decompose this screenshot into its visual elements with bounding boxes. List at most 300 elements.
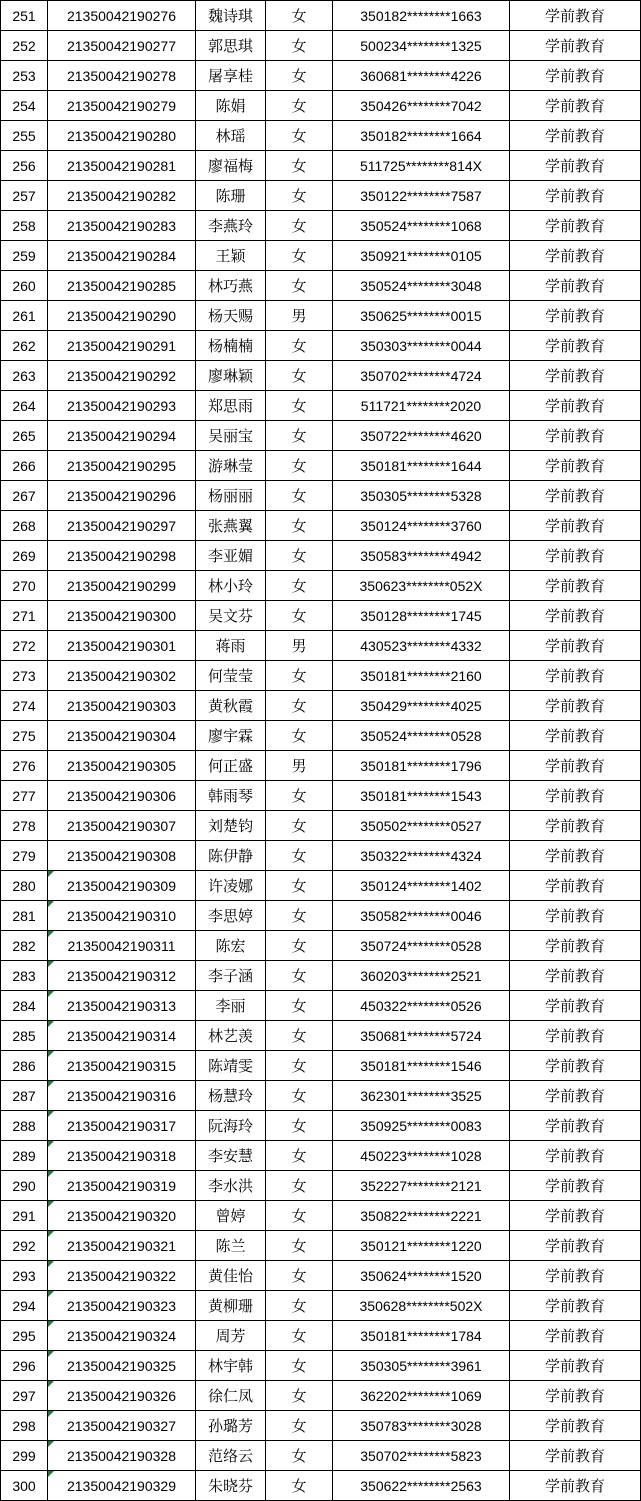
row-number-cell: 298	[1, 1411, 48, 1441]
gender-cell: 女	[266, 541, 333, 571]
major-cell: 学前教育	[510, 1231, 641, 1261]
major-cell: 学前教育	[510, 1381, 641, 1411]
student-name-cell: 李安慧	[196, 1141, 266, 1171]
id-card-cell: 350783********3028	[333, 1411, 510, 1441]
student-name-cell: 陈宏	[196, 931, 266, 961]
table-row	[1, 451, 641, 481]
gender-cell: 女	[266, 1081, 333, 1111]
student-table-body	[1, 1, 641, 1501]
student-id-cell: 21350042190329	[48, 1471, 196, 1501]
gender-cell: 女	[266, 571, 333, 601]
id-card-cell: 430523********4332	[333, 631, 510, 661]
row-number-cell: 297	[1, 1381, 48, 1411]
major-cell: 学前教育	[510, 571, 641, 601]
student-id-cell: 21350042190317	[48, 1111, 196, 1141]
gender-cell: 女	[266, 1171, 333, 1201]
table-row	[1, 1291, 641, 1321]
student-id-cell: 21350042190323	[48, 1291, 196, 1321]
major-cell: 学前教育	[510, 1261, 641, 1291]
student-name-cell: 廖宇霖	[196, 721, 266, 751]
student-id-cell: 21350042190319	[48, 1171, 196, 1201]
row-number-cell: 277	[1, 781, 48, 811]
gender-cell: 女	[266, 31, 333, 61]
row-number-cell: 292	[1, 1231, 48, 1261]
student-id-cell: 21350042190291	[48, 331, 196, 361]
major-cell: 学前教育	[510, 541, 641, 571]
table-row	[1, 1411, 641, 1441]
student-name-cell: 李亚媚	[196, 541, 266, 571]
id-card-cell: 350303********0044	[333, 331, 510, 361]
table-row	[1, 751, 641, 781]
major-cell: 学前教育	[510, 781, 641, 811]
student-name-cell: 黄秋霞	[196, 691, 266, 721]
id-card-cell: 350122********7587	[333, 181, 510, 211]
id-card-cell: 350722********4620	[333, 421, 510, 451]
student-name-cell: 何正盛	[196, 751, 266, 781]
major-cell: 学前教育	[510, 211, 641, 241]
id-card-cell: 350583********4942	[333, 541, 510, 571]
gender-cell: 女	[266, 451, 333, 481]
student-name-cell: 李水洪	[196, 1171, 266, 1201]
major-cell: 学前教育	[510, 391, 641, 421]
table-row	[1, 1381, 641, 1411]
id-card-cell: 350524********1068	[333, 211, 510, 241]
major-cell: 学前教育	[510, 61, 641, 91]
id-card-cell: 350181********1784	[333, 1321, 510, 1351]
student-name-cell: 林宇韩	[196, 1351, 266, 1381]
student-id-cell: 21350042190279	[48, 91, 196, 121]
student-id-cell: 21350042190318	[48, 1141, 196, 1171]
id-card-cell: 350925********0083	[333, 1111, 510, 1141]
major-cell: 学前教育	[510, 841, 641, 871]
student-name-cell: 王颖	[196, 241, 266, 271]
row-number-cell: 269	[1, 541, 48, 571]
student-name-cell: 徐仁凤	[196, 1381, 266, 1411]
student-name-cell: 杨丽丽	[196, 481, 266, 511]
major-cell: 学前教育	[510, 601, 641, 631]
gender-cell: 女	[266, 1471, 333, 1501]
student-name-cell: 朱晓芬	[196, 1471, 266, 1501]
major-cell: 学前教育	[510, 181, 641, 211]
table-row	[1, 901, 641, 931]
student-id-cell: 21350042190276	[48, 1, 196, 31]
student-name-cell: 杨慧玲	[196, 1081, 266, 1111]
student-id-cell: 21350042190312	[48, 961, 196, 991]
gender-cell: 女	[266, 1, 333, 31]
table-row	[1, 1111, 641, 1141]
student-id-cell: 21350042190324	[48, 1321, 196, 1351]
table-row	[1, 421, 641, 451]
row-number-cell: 275	[1, 721, 48, 751]
student-name-cell: 魏诗琪	[196, 1, 266, 31]
id-card-cell: 450223********1028	[333, 1141, 510, 1171]
gender-cell: 女	[266, 211, 333, 241]
id-card-cell: 350582********0046	[333, 901, 510, 931]
id-card-cell: 450322********0526	[333, 991, 510, 1021]
gender-cell: 女	[266, 481, 333, 511]
id-card-cell: 350181********2160	[333, 661, 510, 691]
id-card-cell: 350128********1745	[333, 601, 510, 631]
student-name-cell: 李子涵	[196, 961, 266, 991]
row-number-cell: 286	[1, 1051, 48, 1081]
student-name-cell: 曾婷	[196, 1201, 266, 1231]
student-name-cell: 许凌娜	[196, 871, 266, 901]
gender-cell: 男	[266, 301, 333, 331]
id-card-cell: 350121********1220	[333, 1231, 510, 1261]
major-cell: 学前教育	[510, 721, 641, 751]
row-number-cell: 273	[1, 661, 48, 691]
student-id-cell: 21350042190302	[48, 661, 196, 691]
id-card-cell: 350702********5823	[333, 1441, 510, 1471]
row-number-cell: 261	[1, 301, 48, 331]
major-cell: 学前教育	[510, 691, 641, 721]
row-number-cell: 256	[1, 151, 48, 181]
table-row	[1, 301, 641, 331]
student-id-cell: 21350042190296	[48, 481, 196, 511]
major-cell: 学前教育	[510, 1201, 641, 1231]
student-id-cell: 21350042190282	[48, 181, 196, 211]
row-number-cell: 280	[1, 871, 48, 901]
student-id-cell: 21350042190325	[48, 1351, 196, 1381]
student-name-cell: 廖福梅	[196, 151, 266, 181]
student-id-cell: 21350042190310	[48, 901, 196, 931]
major-cell: 学前教育	[510, 1051, 641, 1081]
table-row	[1, 331, 641, 361]
student-name-cell: 李丽	[196, 991, 266, 1021]
student-id-cell: 21350042190308	[48, 841, 196, 871]
row-number-cell: 274	[1, 691, 48, 721]
table-row	[1, 631, 641, 661]
student-id-cell: 21350042190277	[48, 31, 196, 61]
gender-cell: 女	[266, 901, 333, 931]
table-row	[1, 271, 641, 301]
student-name-cell: 范络云	[196, 1441, 266, 1471]
table-row	[1, 1441, 641, 1471]
major-cell: 学前教育	[510, 91, 641, 121]
table-row	[1, 181, 641, 211]
table-row	[1, 1351, 641, 1381]
major-cell: 学前教育	[510, 1441, 641, 1471]
student-name-cell: 黄佳怡	[196, 1261, 266, 1291]
gender-cell: 女	[266, 1321, 333, 1351]
id-card-cell: 350921********0105	[333, 241, 510, 271]
student-name-cell: 廖琳颖	[196, 361, 266, 391]
student-name-cell: 蒋雨	[196, 631, 266, 661]
row-number-cell: 267	[1, 481, 48, 511]
major-cell: 学前教育	[510, 331, 641, 361]
student-id-cell: 21350042190284	[48, 241, 196, 271]
table-row	[1, 811, 641, 841]
gender-cell: 女	[266, 991, 333, 1021]
id-card-cell: 350426********7042	[333, 91, 510, 121]
table-row	[1, 661, 641, 691]
student-id-cell: 21350042190322	[48, 1261, 196, 1291]
id-card-cell: 360203********2521	[333, 961, 510, 991]
student-name-cell: 屠享桂	[196, 61, 266, 91]
gender-cell: 男	[266, 751, 333, 781]
row-number-cell: 290	[1, 1171, 48, 1201]
student-id-cell: 21350042190290	[48, 301, 196, 331]
table-row	[1, 1141, 641, 1171]
id-card-cell: 350524********0528	[333, 721, 510, 751]
id-card-cell: 352227********2121	[333, 1171, 510, 1201]
table-row	[1, 721, 641, 751]
table-row	[1, 361, 641, 391]
student-name-cell: 张燕翼	[196, 511, 266, 541]
row-number-cell: 272	[1, 631, 48, 661]
id-card-cell: 362301********3525	[333, 1081, 510, 1111]
table-row	[1, 781, 641, 811]
gender-cell: 女	[266, 361, 333, 391]
major-cell: 学前教育	[510, 631, 641, 661]
student-id-cell: 21350042190326	[48, 1381, 196, 1411]
table-row	[1, 1081, 641, 1111]
id-card-cell: 350623********052X	[333, 571, 510, 601]
gender-cell: 女	[266, 811, 333, 841]
table-row	[1, 31, 641, 61]
table-row	[1, 871, 641, 901]
major-cell: 学前教育	[510, 1471, 641, 1501]
row-number-cell: 251	[1, 1, 48, 31]
table-row	[1, 151, 641, 181]
gender-cell: 女	[266, 841, 333, 871]
major-cell: 学前教育	[510, 421, 641, 451]
id-card-cell: 350181********1644	[333, 451, 510, 481]
gender-cell: 女	[266, 1411, 333, 1441]
student-id-cell: 21350042190278	[48, 61, 196, 91]
row-number-cell: 294	[1, 1291, 48, 1321]
student-id-cell: 21350042190309	[48, 871, 196, 901]
row-number-cell: 291	[1, 1201, 48, 1231]
student-name-cell: 陈靖雯	[196, 1051, 266, 1081]
student-id-cell: 21350042190301	[48, 631, 196, 661]
table-row	[1, 1021, 641, 1051]
row-number-cell: 289	[1, 1141, 48, 1171]
gender-cell: 女	[266, 1021, 333, 1051]
row-number-cell: 284	[1, 991, 48, 1021]
id-card-cell: 362202********1069	[333, 1381, 510, 1411]
major-cell: 学前教育	[510, 511, 641, 541]
gender-cell: 女	[266, 91, 333, 121]
row-number-cell: 258	[1, 211, 48, 241]
id-card-cell: 350124********3760	[333, 511, 510, 541]
gender-cell: 女	[266, 1051, 333, 1081]
gender-cell: 女	[266, 1441, 333, 1471]
gender-cell: 女	[266, 1381, 333, 1411]
id-card-cell: 360681********4226	[333, 61, 510, 91]
row-number-cell: 282	[1, 931, 48, 961]
student-name-cell: 杨楠楠	[196, 331, 266, 361]
student-id-cell: 21350042190281	[48, 151, 196, 181]
row-number-cell: 259	[1, 241, 48, 271]
student-name-cell: 林瑶	[196, 121, 266, 151]
table-row	[1, 241, 641, 271]
id-card-cell: 350702********4724	[333, 361, 510, 391]
gender-cell: 女	[266, 871, 333, 901]
row-number-cell: 293	[1, 1261, 48, 1291]
major-cell: 学前教育	[510, 871, 641, 901]
row-number-cell: 283	[1, 961, 48, 991]
id-card-cell: 350322********4324	[333, 841, 510, 871]
student-id-cell: 21350042190298	[48, 541, 196, 571]
id-card-cell: 350181********1796	[333, 751, 510, 781]
major-cell: 学前教育	[510, 451, 641, 481]
major-cell: 学前教育	[510, 961, 641, 991]
id-card-cell: 350681********5724	[333, 1021, 510, 1051]
row-number-cell: 270	[1, 571, 48, 601]
id-card-cell: 511721********2020	[333, 391, 510, 421]
student-id-cell: 21350042190307	[48, 811, 196, 841]
student-name-cell: 孙璐芳	[196, 1411, 266, 1441]
gender-cell: 女	[266, 121, 333, 151]
table-row	[1, 511, 641, 541]
gender-cell: 女	[266, 661, 333, 691]
table-row	[1, 1201, 641, 1231]
student-name-cell: 何莹莹	[196, 661, 266, 691]
gender-cell: 女	[266, 1231, 333, 1261]
row-number-cell: 276	[1, 751, 48, 781]
gender-cell: 女	[266, 781, 333, 811]
major-cell: 学前教育	[510, 811, 641, 841]
student-id-cell: 21350042190327	[48, 1411, 196, 1441]
student-id-cell: 21350042190313	[48, 991, 196, 1021]
student-name-cell: 林艺羡	[196, 1021, 266, 1051]
table-row	[1, 121, 641, 151]
table-row	[1, 481, 641, 511]
student-id-cell: 21350042190316	[48, 1081, 196, 1111]
student-id-cell: 21350042190300	[48, 601, 196, 631]
gender-cell: 女	[266, 1291, 333, 1321]
major-cell: 学前教育	[510, 991, 641, 1021]
gender-cell: 女	[266, 181, 333, 211]
major-cell: 学前教育	[510, 751, 641, 781]
row-number-cell: 266	[1, 451, 48, 481]
table-row	[1, 91, 641, 121]
table-row	[1, 1171, 641, 1201]
gender-cell: 女	[266, 1261, 333, 1291]
id-card-cell: 350429********4025	[333, 691, 510, 721]
id-card-cell: 350624********1520	[333, 1261, 510, 1291]
id-card-cell: 350124********1402	[333, 871, 510, 901]
student-id-cell: 21350042190303	[48, 691, 196, 721]
major-cell: 学前教育	[510, 151, 641, 181]
gender-cell: 女	[266, 721, 333, 751]
table-row	[1, 571, 641, 601]
row-number-cell: 285	[1, 1021, 48, 1051]
major-cell: 学前教育	[510, 1141, 641, 1171]
row-number-cell: 257	[1, 181, 48, 211]
student-name-cell: 李燕玲	[196, 211, 266, 241]
id-card-cell: 511725********814X	[333, 151, 510, 181]
student-name-cell: 阮海玲	[196, 1111, 266, 1141]
gender-cell: 女	[266, 331, 333, 361]
major-cell: 学前教育	[510, 1321, 641, 1351]
id-card-cell: 350305********3961	[333, 1351, 510, 1381]
row-number-cell: 265	[1, 421, 48, 451]
student-id-cell: 21350042190292	[48, 361, 196, 391]
student-id-cell: 21350042190299	[48, 571, 196, 601]
student-id-cell: 21350042190306	[48, 781, 196, 811]
row-number-cell: 253	[1, 61, 48, 91]
student-id-cell: 21350042190297	[48, 511, 196, 541]
id-card-cell: 350502********0527	[333, 811, 510, 841]
major-cell: 学前教育	[510, 1021, 641, 1051]
table-row	[1, 1231, 641, 1261]
major-cell: 学前教育	[510, 1351, 641, 1381]
table-row	[1, 691, 641, 721]
table-row	[1, 1321, 641, 1351]
student-name-cell: 陈伊静	[196, 841, 266, 871]
id-card-cell: 350724********0528	[333, 931, 510, 961]
gender-cell: 女	[266, 1351, 333, 1381]
row-number-cell: 260	[1, 271, 48, 301]
student-name-cell: 郑思雨	[196, 391, 266, 421]
id-card-cell: 350181********1543	[333, 781, 510, 811]
row-number-cell: 295	[1, 1321, 48, 1351]
student-id-cell: 21350042190293	[48, 391, 196, 421]
gender-cell: 女	[266, 601, 333, 631]
table-row	[1, 1471, 641, 1501]
id-card-cell: 350305********5328	[333, 481, 510, 511]
row-number-cell: 288	[1, 1111, 48, 1141]
major-cell: 学前教育	[510, 121, 641, 151]
student-id-cell: 21350042190328	[48, 1441, 196, 1471]
gender-cell: 女	[266, 421, 333, 451]
student-name-cell: 周芳	[196, 1321, 266, 1351]
row-number-cell: 264	[1, 391, 48, 421]
major-cell: 学前教育	[510, 1111, 641, 1141]
student-name-cell: 游琳莹	[196, 451, 266, 481]
id-card-cell: 500234********1325	[333, 31, 510, 61]
gender-cell: 女	[266, 241, 333, 271]
major-cell: 学前教育	[510, 31, 641, 61]
student-name-cell: 林巧燕	[196, 271, 266, 301]
gender-cell: 女	[266, 931, 333, 961]
student-name-cell: 黄柳珊	[196, 1291, 266, 1321]
major-cell: 学前教育	[510, 271, 641, 301]
gender-cell: 女	[266, 1201, 333, 1231]
row-number-cell: 271	[1, 601, 48, 631]
id-card-cell: 350822********2221	[333, 1201, 510, 1231]
major-cell: 学前教育	[510, 301, 641, 331]
row-number-cell: 279	[1, 841, 48, 871]
id-card-cell: 350524********3048	[333, 271, 510, 301]
id-card-cell: 350622********2563	[333, 1471, 510, 1501]
row-number-cell: 296	[1, 1351, 48, 1381]
row-number-cell: 287	[1, 1081, 48, 1111]
table-row	[1, 841, 641, 871]
student-name-cell: 刘楚钧	[196, 811, 266, 841]
table-row	[1, 931, 641, 961]
row-number-cell: 299	[1, 1441, 48, 1471]
student-id-cell: 21350042190315	[48, 1051, 196, 1081]
table-row	[1, 1261, 641, 1291]
table-row	[1, 391, 641, 421]
id-card-cell: 350628********502X	[333, 1291, 510, 1321]
row-number-cell: 252	[1, 31, 48, 61]
major-cell: 学前教育	[510, 1171, 641, 1201]
student-name-cell: 林小玲	[196, 571, 266, 601]
gender-cell: 女	[266, 151, 333, 181]
row-number-cell: 255	[1, 121, 48, 151]
row-number-cell: 281	[1, 901, 48, 931]
row-number-cell: 254	[1, 91, 48, 121]
gender-cell: 女	[266, 391, 333, 421]
gender-cell: 女	[266, 691, 333, 721]
student-id-cell: 21350042190320	[48, 1201, 196, 1231]
major-cell: 学前教育	[510, 1081, 641, 1111]
id-card-cell: 350181********1546	[333, 1051, 510, 1081]
